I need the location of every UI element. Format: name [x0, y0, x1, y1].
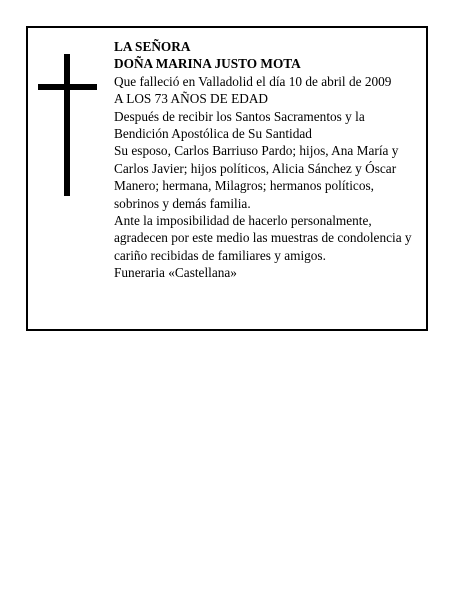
age-info: A LOS 73 AÑOS DE EDAD: [114, 91, 269, 107]
funeral-home: Funeraria «Castellana»: [114, 265, 237, 281]
thanks-line: Ante la imposibilidad de hacerlo personalmente,: [114, 213, 372, 229]
sacraments-line: Bendición Apostólica de Su Santidad: [114, 126, 312, 142]
death-info: Que falleció en Valladolid el día 10 de abril de 2009: [114, 73, 392, 89]
notice-heading-title: LA SEÑORA: [114, 39, 191, 54]
family-line: Su esposo, Carlos Barriuso Pardo; hijos, Ana María y: [114, 143, 399, 159]
thanks-line: cariño recibidas de familiares y amigos.: [114, 247, 326, 263]
thanks-line: agradecen por este medio las muestras de condolencia y: [114, 230, 412, 246]
cross-icon: [64, 54, 70, 196]
family-line: sobrinos y demás familia.: [114, 195, 251, 211]
obituary-text: [114, 38, 426, 282]
family-line: Carlos Javier; hijos políticos, Alicia Sánchez y Óscar: [114, 160, 397, 176]
sacraments-line: Después de recibir los Santos Sacramentos y la: [114, 108, 365, 124]
cross-icon-bar: [38, 84, 97, 90]
family-line: Manero; hermana, Milagros; hermanos políticos,: [114, 178, 374, 194]
notice-heading-name: DOÑA MARINA JUSTO MOTA: [114, 56, 301, 72]
